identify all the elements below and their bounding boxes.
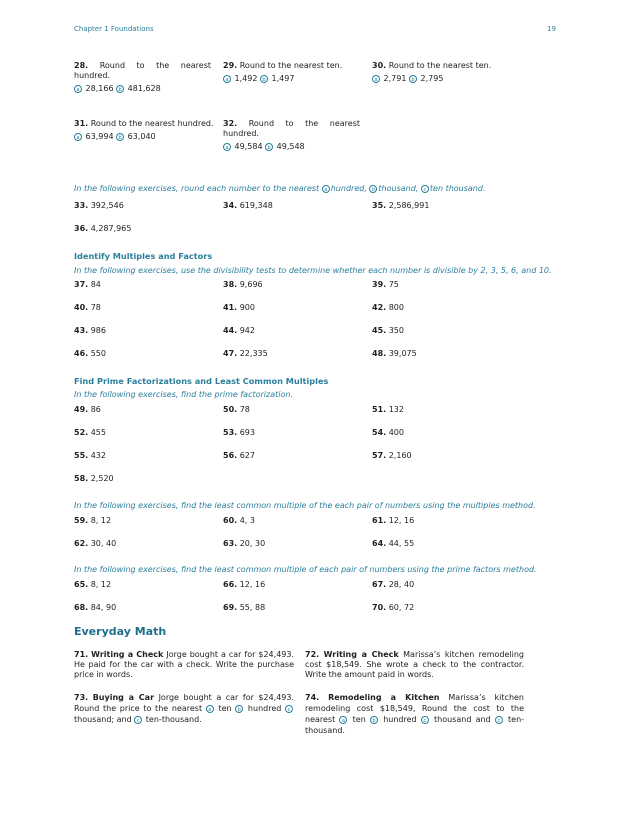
marker-b: b [235,705,243,713]
exercise-50: 50. 78 [223,405,250,414]
exercise-64: 64. 44, 55 [372,539,415,548]
marker-a: a [74,133,82,141]
exercise-47: 47. 22,335 [223,349,268,358]
exercise-prompt: Round to the nearest hundred. [74,61,211,80]
exercise-73: 73. Buying a Car Jorge bought a car for $24,493. Round the price to the nearest a ten b hundred c thousand; and c ten-thousand. [74,693,295,724]
instructions-prime: In the following exercises, find the prime factorization. [74,390,293,399]
exercise-prompt: Round to the nearest hundred. [90,119,214,128]
instructions-divisibility: In the following exercises, use the divisibility tests to determine whether each number is divisible by 2, 3, 5, 6, and 10. [74,266,552,275]
marker-c: c [285,705,293,713]
exercise-37: 37. 84 [74,280,101,289]
exercise-40: 40. 78 [74,303,101,312]
marker-c: c [421,716,429,724]
exercise-number: 32. [223,119,238,128]
exercise-prompt: Round to the nearest hundred. [223,119,360,138]
marker-b: b [369,185,377,193]
exercise-63: 63. 20, 30 [223,539,266,548]
exercise-48: 48. 39,075 [372,349,417,358]
exercise-41: 41. 900 [223,303,255,312]
instructions-round: In the following exercises, round each number to the nearest a hundred, b thousand, c ten thousand. [74,184,486,193]
exercise-58: 58. 2,520 [74,474,114,483]
exercise-28 [74,61,211,94]
exercise-49: 49. 86 [74,405,101,414]
exercise-number: 31. [74,119,89,128]
marker-a: a [372,75,380,83]
part-a-value: 1,492 [234,74,258,83]
exercise-number: 29. [223,61,238,70]
part-b-value: 2,795 [420,74,444,83]
exercise-prompt: Round to the nearest ten. [239,61,343,70]
exercise-68: 68. 84, 90 [74,603,117,612]
part-b-value: 63,040 [127,132,156,141]
exercise-59: 59. 8, 12 [74,516,112,525]
marker-a: a [74,85,82,93]
exercise-36: 36. 4,287,965 [74,224,132,233]
marker-a: a [322,185,330,193]
marker-b: b [370,716,378,724]
marker-b: b [260,75,268,83]
exercise-45: 45. 350 [372,326,404,335]
marker-a: a [223,75,231,83]
part-b-value: 1,497 [271,74,295,83]
part-b-value: 481,628 [127,84,161,93]
exercise-42: 42. 800 [372,303,404,312]
part-a-value: 28,166 [85,84,114,93]
marker-c: c [421,185,429,193]
exercise-number: 28. [74,61,89,70]
part-b-value: 49,548 [276,142,305,151]
exercise-53: 53. 693 [223,428,255,437]
marker-d: c [495,716,503,724]
exercise-60: 60. 4, 3 [223,516,255,525]
exercise-31 [74,119,214,142]
exercise-61: 61. 12, 16 [372,516,415,525]
exercise-66: 66. 12, 16 [223,580,266,589]
chapter-title: Chapter 1 Foundations [74,25,154,33]
exercise-70: 70. 60, 72 [372,603,415,612]
exercise-51: 51. 132 [372,405,404,414]
exercise-74: 74. Remodeling a Kitchen Marissa’s kitchen remodeling cost $18,549, Round the cost to the nearest a ten b hundred c thousand and c ten-thousand. [305,693,525,735]
part-a-value: 2,791 [383,74,407,83]
exercise-46: 46. 550 [74,349,106,358]
exercise-43: 43. 986 [74,326,106,335]
exercise-30 [372,61,512,84]
exercise-34: 34. 619,348 [223,201,273,210]
exercise-72: 72. Writing a Check Marissa’s kitchen remodeling cost $18,549. She wrote a check to the contractor. Write the amount paid in words. [305,650,525,679]
exercise-56: 56. 627 [223,451,255,460]
page-number: 19 [547,25,556,33]
marker-b: b [265,143,273,151]
page-header [74,25,556,37]
exercise-54: 54. 400 [372,428,404,437]
exercise-57: 57. 2,160 [372,451,412,460]
marker-a: a [223,143,231,151]
heading-multiples-factors: Identify Multiples and Factors [74,251,213,261]
marker-b: b [116,133,124,141]
instructions-lcm-multiples: In the following exercises, find the least common multiple of the each pair of numbers using the multiples method. [74,501,536,510]
part-a-value: 49,584 [234,142,263,151]
exercise-69: 69. 55, 88 [223,603,266,612]
exercise-52: 52. 455 [74,428,106,437]
marker-a: a [339,716,347,724]
marker-b: b [116,85,124,93]
exercise-33: 33. 392,546 [74,201,124,210]
exercise-71: 71. Writing a Check Jorge bought a car for $24,493. He paid for the car with a check. Write the purchase price in words. [74,650,295,679]
exercise-38: 38. 9,696 [223,280,263,289]
exercise-55: 55. 432 [74,451,106,460]
instructions-lcm-prime: In the following exercises, find the least common multiple of each pair of numbers using the prime factors method. [74,565,537,574]
section-everyday-math: Everyday Math [74,625,167,638]
heading-prime-factorization: Find Prime Factorizations and Least Common Multiples [74,376,329,386]
exercise-39: 39. 75 [372,280,399,289]
marker-b: b [409,75,417,83]
exercise-29 [223,61,363,84]
exercise-number: 30. [372,61,387,70]
exercise-62: 62. 30, 40 [74,539,117,548]
exercise-prompt: Round to the nearest ten. [388,61,492,70]
exercise-44: 44. 942 [223,326,255,335]
exercise-35: 35. 2,586,991 [372,201,430,210]
marker-a: a [206,705,214,713]
exercise-65: 65. 8, 12 [74,580,112,589]
marker-d: c [134,716,142,724]
exercise-67: 67. 28, 40 [372,580,415,589]
exercise-32 [223,119,360,152]
part-a-value: 63,994 [85,132,114,141]
